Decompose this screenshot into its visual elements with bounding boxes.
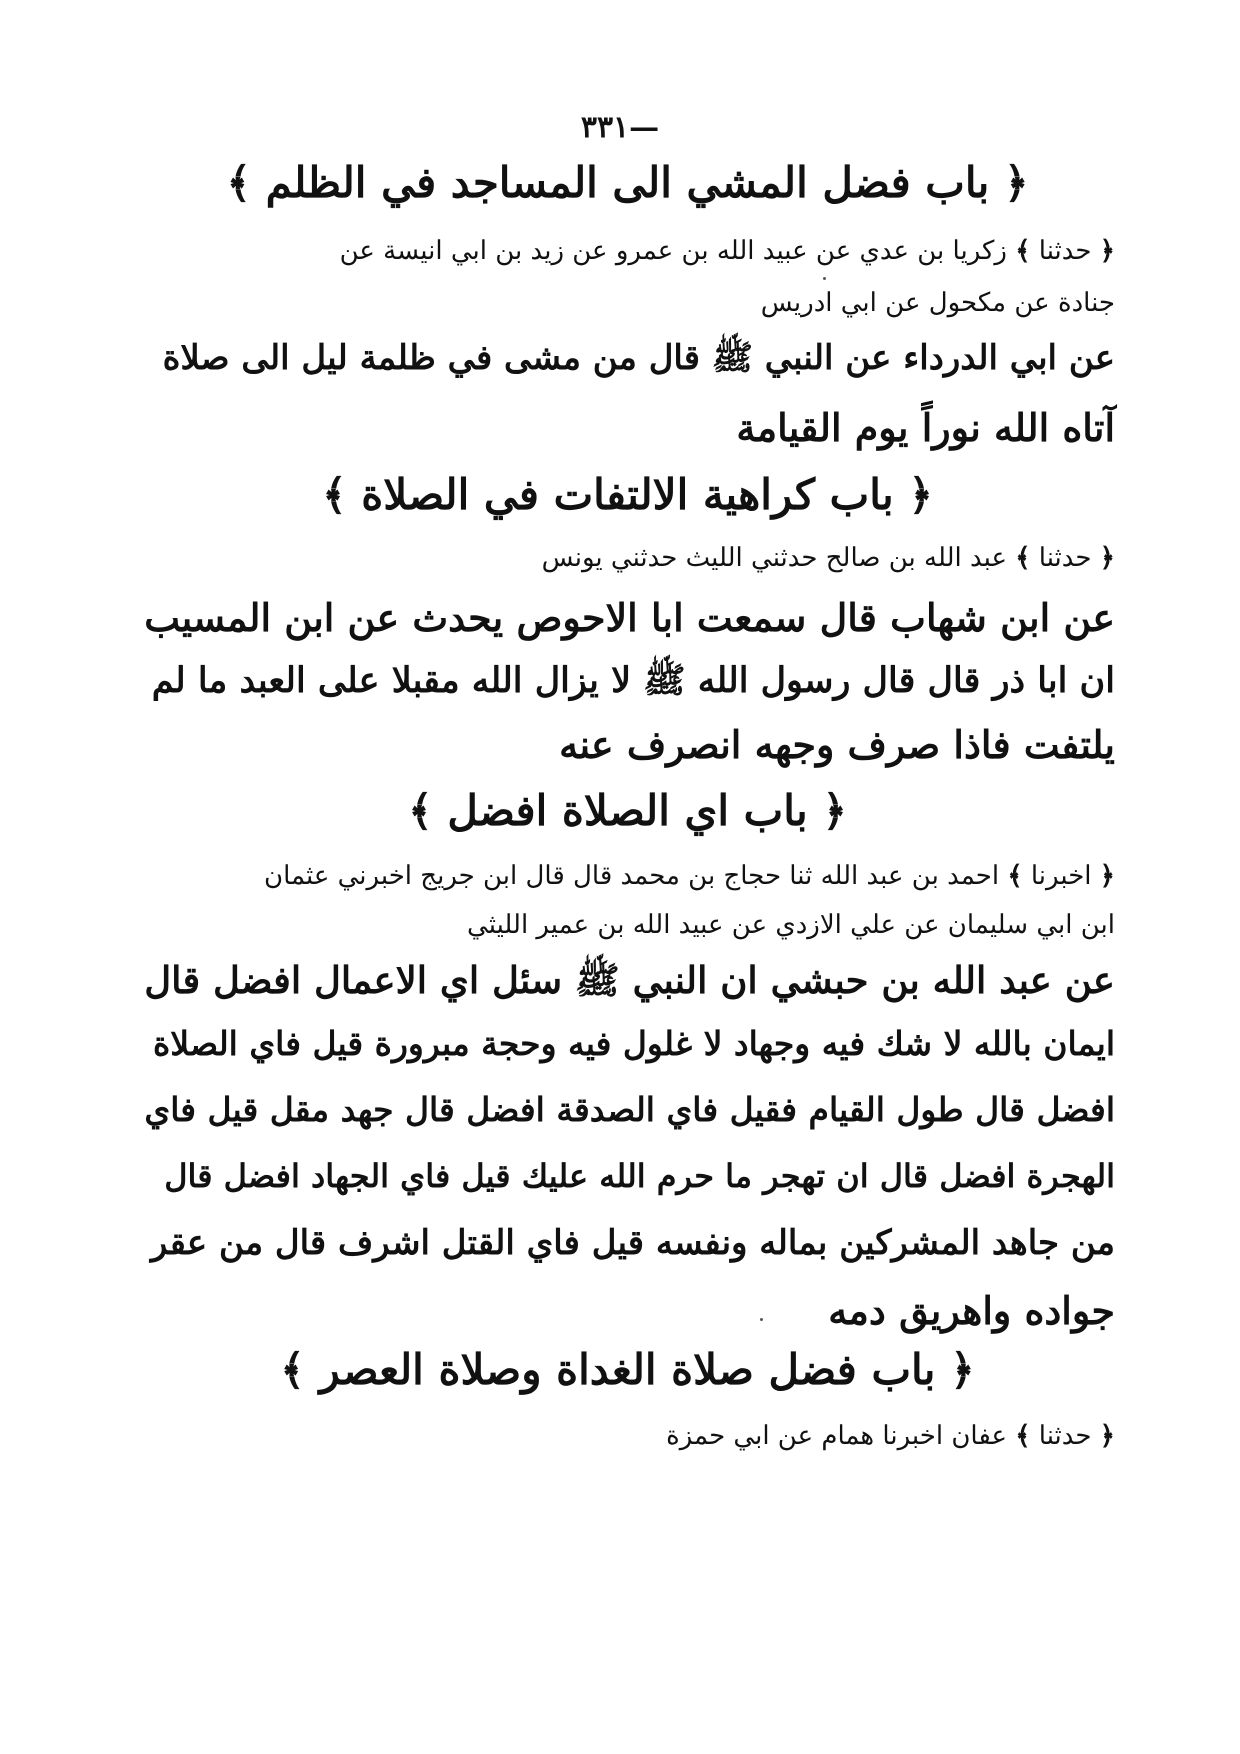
matn-line: ان ابا ذر قال قال رسول الله ﷺ لا يزال الله مقبلا على العبد ما لم [151, 660, 1115, 701]
isnad-line-2: جنادة عن مكحول عن ابي ادريس [760, 288, 1115, 318]
heading-text: باب كراهية الالتفات في الصلاة [361, 470, 894, 519]
isnad-close-bracket: ﴾ [1007, 861, 1023, 891]
scan-speck [760, 1318, 763, 1321]
chapter-heading-2 [140, 470, 1115, 520]
matn-line: من جاهد المشركين بماله ونفسه قيل فاي القتل اشرف قال من عقر [150, 1223, 1115, 1263]
isnad-close-bracket: ﴾ [1015, 1421, 1031, 1451]
heading-close-bracket: ﴾ [322, 470, 347, 519]
heading-text: باب فضل المشي الى المساجد في الظلم [265, 158, 990, 207]
isnad-open-bracket: ﴿ [1099, 1421, 1115, 1451]
heading-open-bracket: ﴿ [822, 786, 847, 835]
heading-open-bracket: ﴿ [908, 470, 933, 519]
isnad-text: عبد الله بن صالح حدثني الليث حدثني يونس [541, 543, 1007, 573]
isnad-label: حدثنا [1038, 236, 1092, 266]
matn-line: جواده واهريق دمه [828, 1288, 1115, 1333]
heading-close-bracket: ﴾ [226, 158, 252, 207]
matn-line: عن عبد الله بن حبشي ان النبي ﷺ سئل اي الاعمال افضل قال [144, 958, 1115, 1002]
heading-open-bracket: ﴿ [1003, 158, 1029, 207]
isnad-label: حدثنا [1038, 543, 1092, 573]
isnad-label: اخبرنا [1030, 861, 1092, 891]
heading-text: باب اي الصلاة افضل [447, 786, 808, 835]
chapter-heading-4 [140, 1345, 1115, 1395]
isnad-open-bracket: ﴿ [1099, 543, 1115, 573]
scan-speck [823, 277, 826, 280]
isnad-open-bracket: ﴿ [1099, 236, 1115, 266]
chapter-heading-3 [140, 786, 1115, 836]
isnad-label: حدثنا [1038, 1421, 1092, 1451]
heading-close-bracket: ﴾ [408, 786, 433, 835]
isnad-line [140, 1421, 1115, 1452]
matn-line: آتاه الله نوراً يوم القيامة [736, 405, 1115, 450]
isnad-line [140, 861, 1115, 892]
matn-line: ايمان بالله لا شك فيه وجهاد لا غلول فيه وحجة مبرورة قيل فاي الصلاة [153, 1024, 1115, 1063]
heading-open-bracket: ﴿ [950, 1345, 975, 1394]
heading-text: باب فضل صلاة الغداة وصلاة العصر [319, 1345, 936, 1394]
isnad-line [140, 543, 1115, 574]
page-number: —٣٣١ [580, 110, 660, 145]
isnad-text: احمد بن عبد الله ثنا حجاج بن محمد قال قال ابن جريج اخبرني عثمان [263, 861, 1000, 891]
isnad-text: عفان اخبرنا همام عن ابي حمزة [666, 1421, 1007, 1451]
matn-line: يلتفت فاذا صرف وجهه انصرف عنه [559, 722, 1115, 767]
matn-line: افضل قال طول القيام فقيل فاي الصدقة افضل قال جهد مقل قيل فاي [144, 1090, 1115, 1129]
isnad-close-bracket: ﴾ [1015, 543, 1031, 573]
matn-line: عن ابي الدرداء عن النبي ﷺ قال من مشى في ظلمة ليل الى صلاة [162, 338, 1115, 378]
matn-line: عن ابن شهاب قال سمعت ابا الاحوص يحدث عن ابن المسيب [144, 595, 1115, 640]
heading-close-bracket: ﴾ [280, 1345, 305, 1394]
isnad-line-2: ابن ابي سليمان عن علي الازدي عن عبيد الله بن عمير الليثي [467, 910, 1115, 940]
isnad-open-bracket: ﴿ [1099, 861, 1115, 891]
chapter-heading-1 [140, 158, 1115, 208]
isnad-line [140, 236, 1115, 267]
isnad-text: زكريا بن عدي عن عبيد الله بن عمرو عن زيد بن ابي انيسة عن [339, 236, 1007, 266]
matn-line: الهجرة افضل قال ان تهجر ما حرم الله عليك قيل فاي الجهاد افضل قال [164, 1157, 1115, 1195]
isnad-close-bracket: ﴾ [1015, 236, 1031, 266]
